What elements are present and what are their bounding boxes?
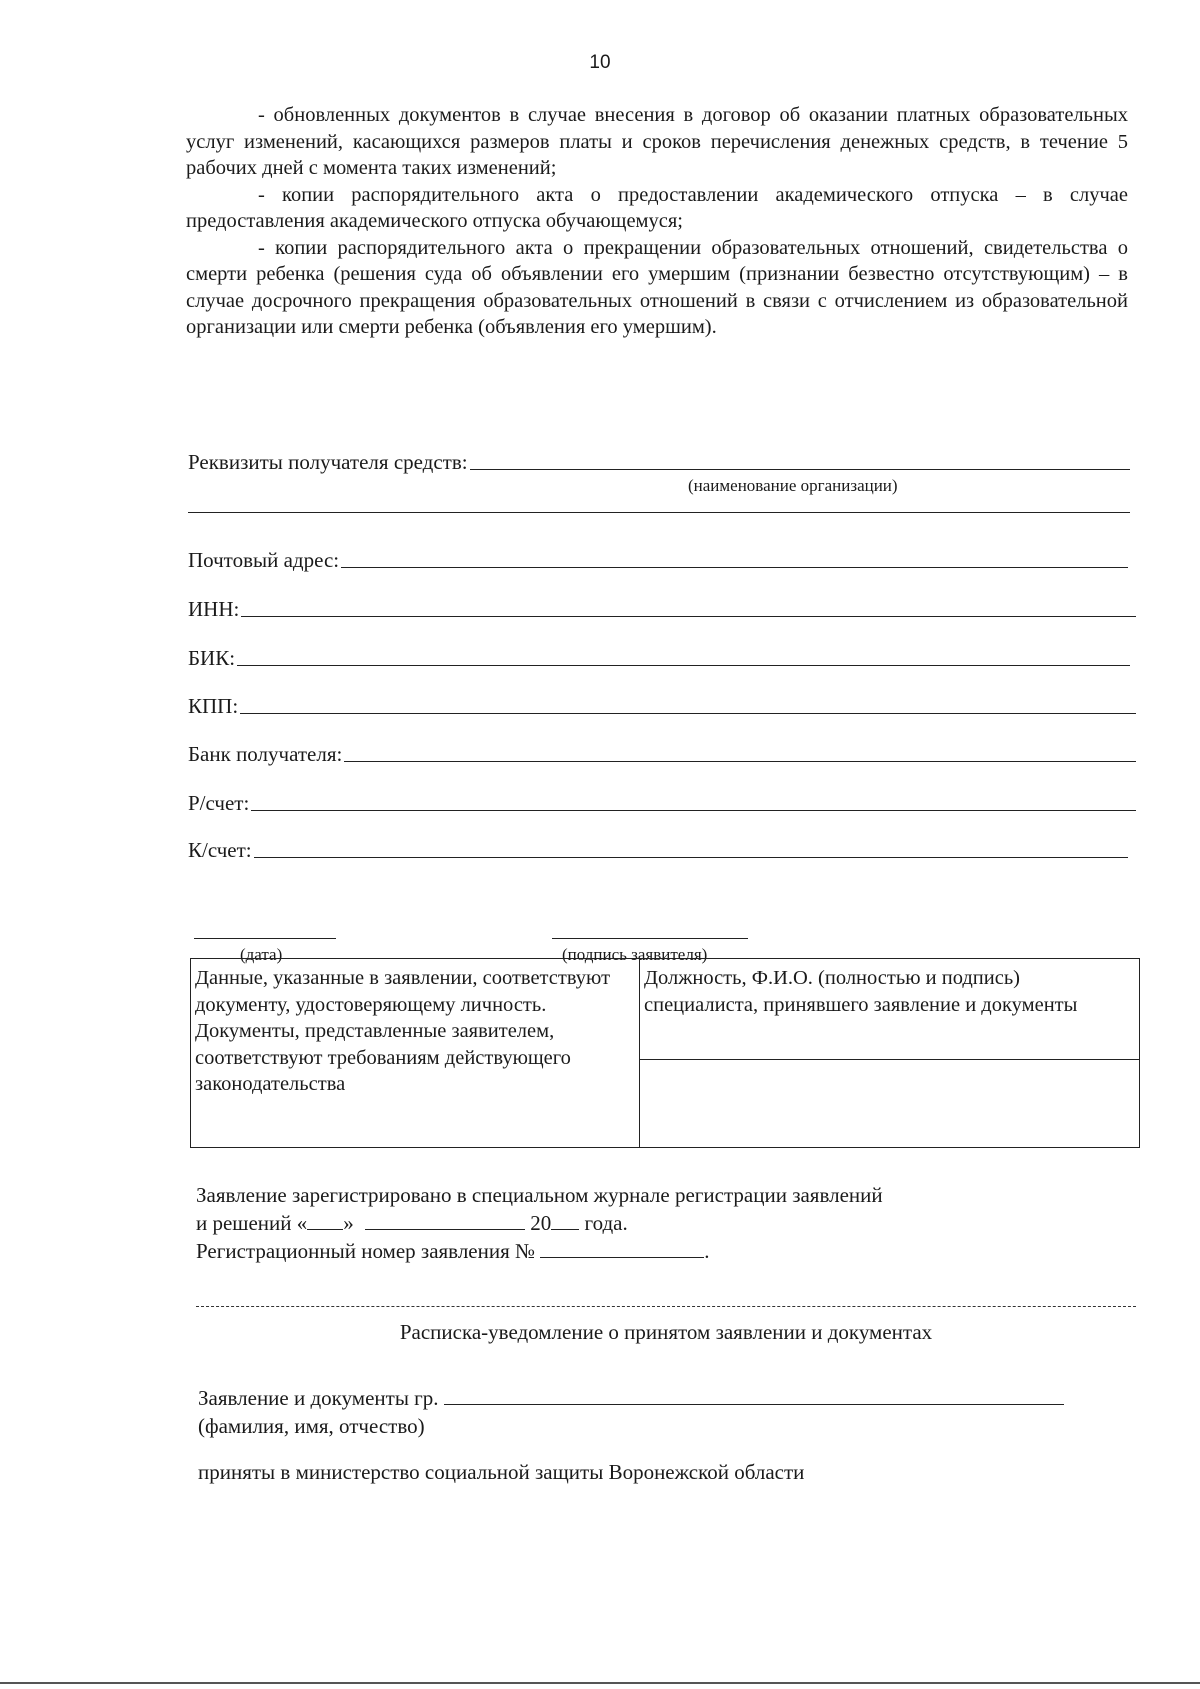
inn-line[interactable] — [241, 616, 1136, 617]
registration-month-blank[interactable] — [365, 1209, 525, 1230]
registration-date-quote: » — [343, 1211, 354, 1235]
signature-line[interactable] — [552, 938, 748, 939]
body-text — [186, 102, 1128, 341]
signature-caption: (подпись заявителя) — [562, 945, 708, 964]
bik-label: БИК: — [188, 646, 236, 670]
bank-line[interactable] — [344, 761, 1136, 762]
account-field[interactable] — [188, 787, 1136, 815]
account-label: Р/счет: — [188, 791, 250, 815]
verification-statement: Данные, указанные в заявлении, соответствуют документу, удостоверяющему личность. Документы, представленные заявителем, соответствуют требованиям действующего законодательства — [195, 967, 611, 1095]
registration-number-label: Регистрационный номер заявления № — [196, 1239, 536, 1263]
postal-address-label: Почтовый адрес: — [188, 548, 340, 572]
paragraph-termination: - копии распорядительного акта о прекращении образовательных отношений, свидетельства о смерти ребенка (решения суда об объявлении его умершим (признании безвестно отсутствующим) – в случае досрочного прекращения образовательных отношений в связи с отчислением из образовательной организации или смерти ребенка (объявления его умершим). — [186, 236, 1128, 338]
paragraph-updated-documents: - обновленных документов в случае внесения в договор об оказании платных образовательных услуг изменений, касающихся размеров платы и сроков перечисления денежных средств, в течение 5 рабочих дней с момента таких изменений; — [186, 104, 1128, 179]
registration-number-blank[interactable] — [540, 1237, 704, 1258]
paragraph-academic-leave: - копии распорядительного акта о предоставлении академического отпуска – в случае предоставления академического отпуска обучающемуся; — [186, 183, 1128, 232]
registration-date-prefix: и решений « — [196, 1211, 308, 1235]
corr-account-line[interactable] — [254, 857, 1128, 858]
applicant-label: Заявление и документы гр. — [198, 1386, 439, 1410]
recipient-label: Реквизиты получателя средств: — [188, 450, 468, 474]
postal-address-line[interactable] — [341, 567, 1128, 568]
registration-block — [196, 1182, 883, 1265]
corr-account-field[interactable] — [188, 834, 1128, 862]
date-caption: (дата) — [240, 945, 283, 964]
registration-line-1: Заявление зарегистрировано в специальном журнале регистрации заявлений — [196, 1183, 883, 1207]
recipient-field[interactable] — [188, 446, 1130, 474]
page-number: 10 — [589, 52, 611, 73]
recipient-input-line[interactable] — [470, 469, 1130, 470]
specialist-caption-cell — [640, 959, 1140, 1060]
registration-number-end: . — [704, 1239, 710, 1263]
inn-field[interactable] — [188, 593, 1136, 621]
date-line[interactable] — [194, 938, 336, 939]
postal-address-field[interactable] — [188, 544, 1128, 572]
accepted-text: приняты в министерство социальной защиты Воронежской области — [198, 1460, 805, 1484]
specialist-signature-cell[interactable] — [640, 1060, 1140, 1148]
org-name-line[interactable] — [188, 512, 1130, 513]
cut-line — [196, 1306, 1136, 1307]
verification-table — [190, 958, 1140, 1148]
registration-year-blank[interactable] — [551, 1209, 579, 1230]
bank-field[interactable] — [188, 738, 1136, 766]
registration-line-2 — [196, 1209, 883, 1237]
bik-line[interactable] — [237, 665, 1130, 666]
bottom-rule — [0, 1682, 1200, 1684]
registration-year-suffix: года. — [584, 1211, 628, 1235]
corr-account-label: К/счет: — [188, 838, 252, 862]
verification-statement-cell — [191, 959, 640, 1148]
kpp-field[interactable] — [188, 690, 1136, 718]
applicant-line — [198, 1384, 1064, 1412]
inn-label: ИНН: — [188, 597, 240, 621]
receipt-title: Расписка-уведомление о принятом заявлении и документах — [399, 1320, 933, 1344]
applicant-caption: (фамилия, имя, отчество) — [198, 1414, 425, 1438]
registration-line-3 — [196, 1237, 883, 1265]
registration-day-blank[interactable] — [307, 1209, 343, 1230]
specialist-caption: Должность, Ф.И.О. (полностью и подпись) специалиста, принявшего заявление и документы — [644, 967, 1078, 1016]
applicant-block — [198, 1384, 1064, 1440]
kpp-label: КПП: — [188, 694, 239, 718]
bank-label: Банк получателя: — [188, 742, 343, 766]
registration-year-prefix: 20 — [530, 1211, 552, 1235]
kpp-line[interactable] — [240, 713, 1136, 714]
applicant-name-blank[interactable] — [444, 1384, 1064, 1405]
org-name-caption: (наименование организации) — [688, 476, 898, 495]
bik-field[interactable] — [188, 642, 1130, 670]
account-line[interactable] — [251, 810, 1136, 811]
